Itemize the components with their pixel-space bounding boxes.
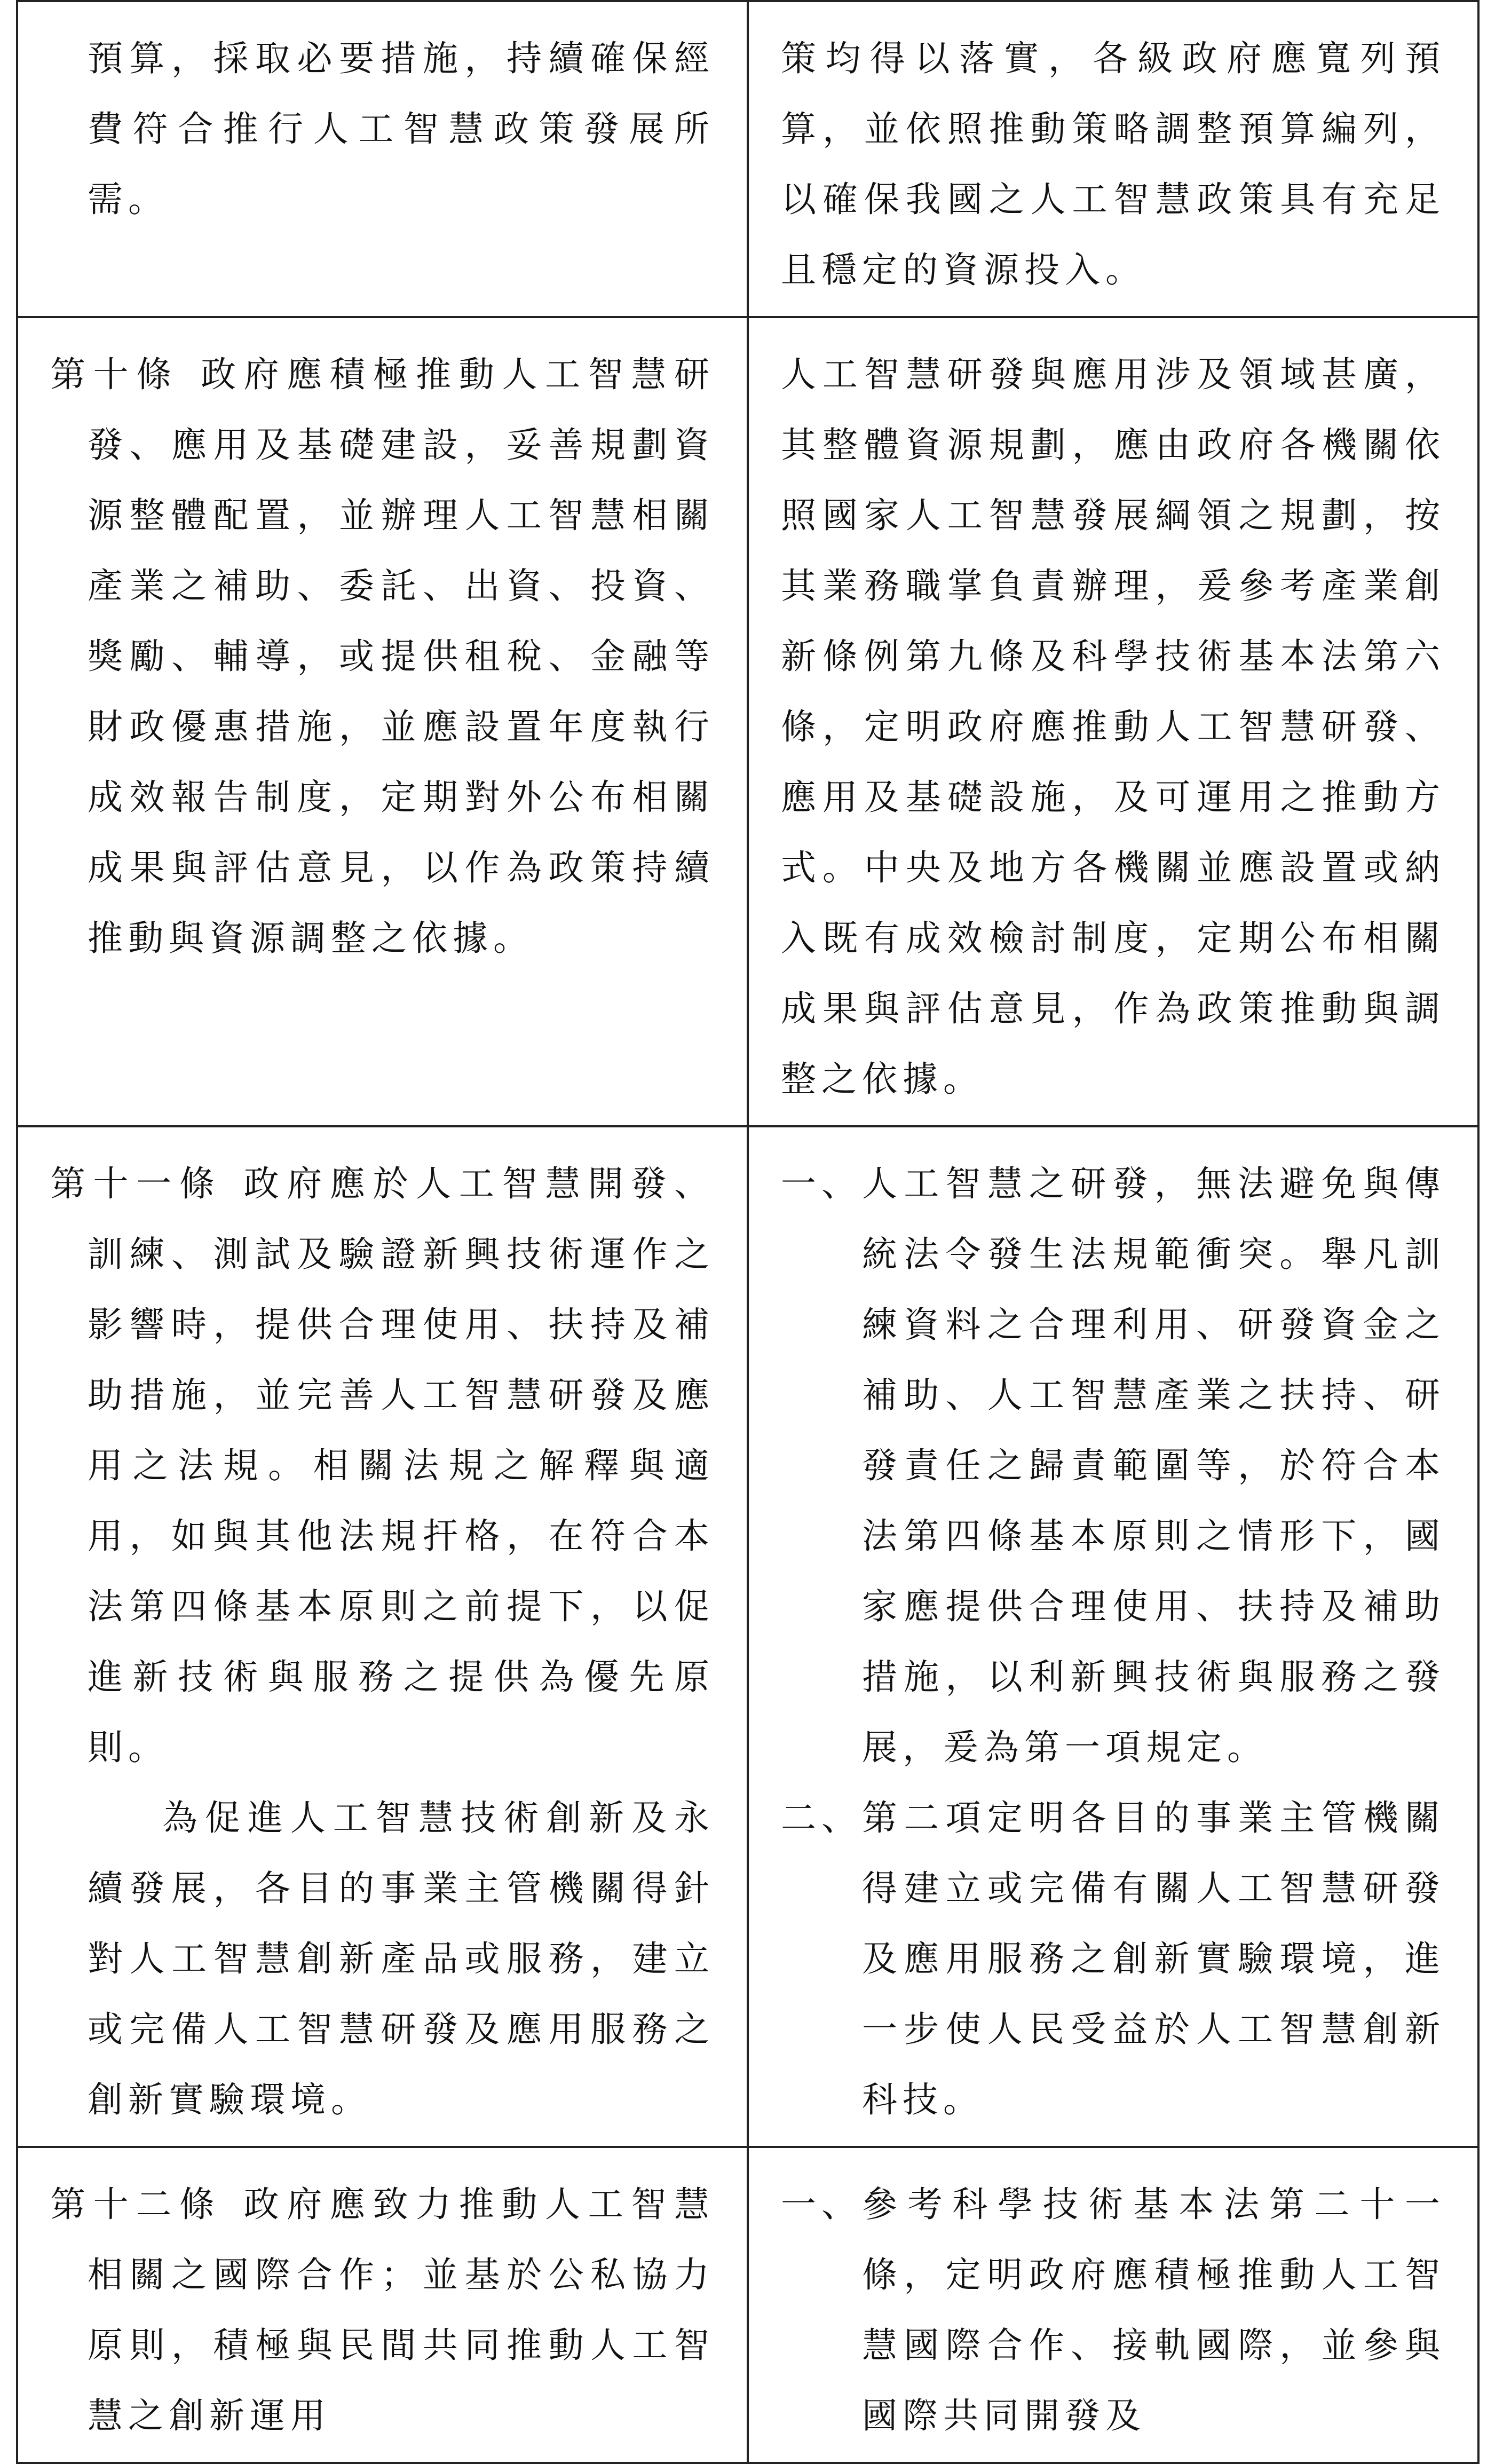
provision-text: 政府應積極推動人工智慧研發、應用及基礎建設，妥善規劃資源整體配置，並辦理人工智慧相關產業之補助、委託、出資、投資、獎勵、輔導，或提供租稅、金融等財政優惠措施，並應設置年度執行成效報告制度，定期對外公布相關成果與評估意見，以作為政策持續推動與資源調整之依據。	[88, 354, 715, 959]
provision-text: 政府應致力推動人工智慧相關之國際合作；並基於公私協力原則，積極與民間共同推動人工智慧之創新運用	[88, 2184, 715, 2436]
item-text: 人工智慧之研發，無法避免與傳統法令發生法規範衝突。舉凡訓練資料之合理利用、研發資金之補助、人工智慧產業之扶持、研發責任之歸責範圍等，於符合本法第四條基本原則之情形下，國家應提供合理使用、扶持及補助措施，以利新興技術與服務之發展，爰為第一項規定。	[862, 1163, 1445, 1768]
provision-paragraph	[50, 2169, 715, 2451]
item-number: 二、	[781, 1797, 862, 1838]
table-row	[17, 1126, 1478, 2147]
article-number: 第十條	[50, 354, 179, 395]
item-text: 參考科學技術基本法第二十一條，定明政府應積極推動人工智慧國際合作、接軌國際，並參與國際共同開發及	[862, 2184, 1445, 2436]
item-number: 一、	[781, 2184, 862, 2225]
explanation-cell	[748, 2147, 1478, 2463]
list-item	[781, 1149, 1445, 1783]
provision-paragraph	[50, 339, 715, 974]
article-number: 第十一條	[50, 1163, 223, 1204]
explanation-text: 策均得以落實，各級政府應寬列預算，並依照推動策略調整預算編列，以確保我國之人工智慧政策具有充足且穩定的資源投入。	[781, 38, 1445, 290]
provision-paragraph-2: 為促進人工智慧技術創新及永續發展，各目的事業主管機關得針對人工智慧創新產品或服務，建立或完備人工智慧研發及應用服務之創新實驗環境。	[88, 1797, 715, 2120]
explanation-cell	[748, 1126, 1478, 2147]
list-item	[781, 2169, 1445, 2451]
table-row	[17, 317, 1478, 1126]
article-number: 第十二條	[50, 2184, 223, 2225]
explanation-cell	[748, 317, 1478, 1126]
provision-paragraph	[50, 1149, 715, 1783]
provision-cell	[17, 1126, 748, 2147]
explanation-cell	[748, 1, 1478, 317]
table-row	[17, 2147, 1478, 2463]
item-text: 第二項定明各目的事業主管機關得建立或完備有關人工智慧研發及應用服務之創新實驗環境，進一步使人民受益於人工智慧創新科技。	[862, 1797, 1445, 2120]
explanation-text: 人工智慧研發與應用涉及領域甚廣，其整體資源規劃，應由政府各機關依照國家人工智慧發展綱領之規劃，按其業務職掌負責辦理，爰參考產業創新條例第九條及科學技術基本法第六條，定明政府應推動人工智慧研發、應用及基礎設施，及可運用之推動方式。中央及地方各機關並應設置或納入既有成效檢討制度，定期公布相關成果與評估意見，作為政策推動與調整之依據。	[781, 354, 1445, 1100]
provision-text: 政府應於人工智慧開發、訓練、測試及驗證新興技術運作之影響時，提供合理使用、扶持及補助措施，並完善人工智慧研發及應用之法規。相關法規之解釋與適用，如與其他法規扞格，在符合本法第四條基本原則之前提下，以促進新技術與服務之提供為優先原則。	[88, 1163, 715, 1768]
list-item	[781, 1783, 1445, 2135]
item-number: 一、	[781, 1163, 862, 1204]
table-row	[17, 1, 1478, 317]
provision-cell	[17, 1, 748, 317]
provision-cell	[17, 2147, 748, 2463]
provision-cell	[17, 317, 748, 1126]
provision-text: 預算，採取必要措施，持續確保經費符合推行人工智慧政策發展所需。	[88, 38, 715, 220]
provision-comparison-table	[16, 0, 1480, 2464]
